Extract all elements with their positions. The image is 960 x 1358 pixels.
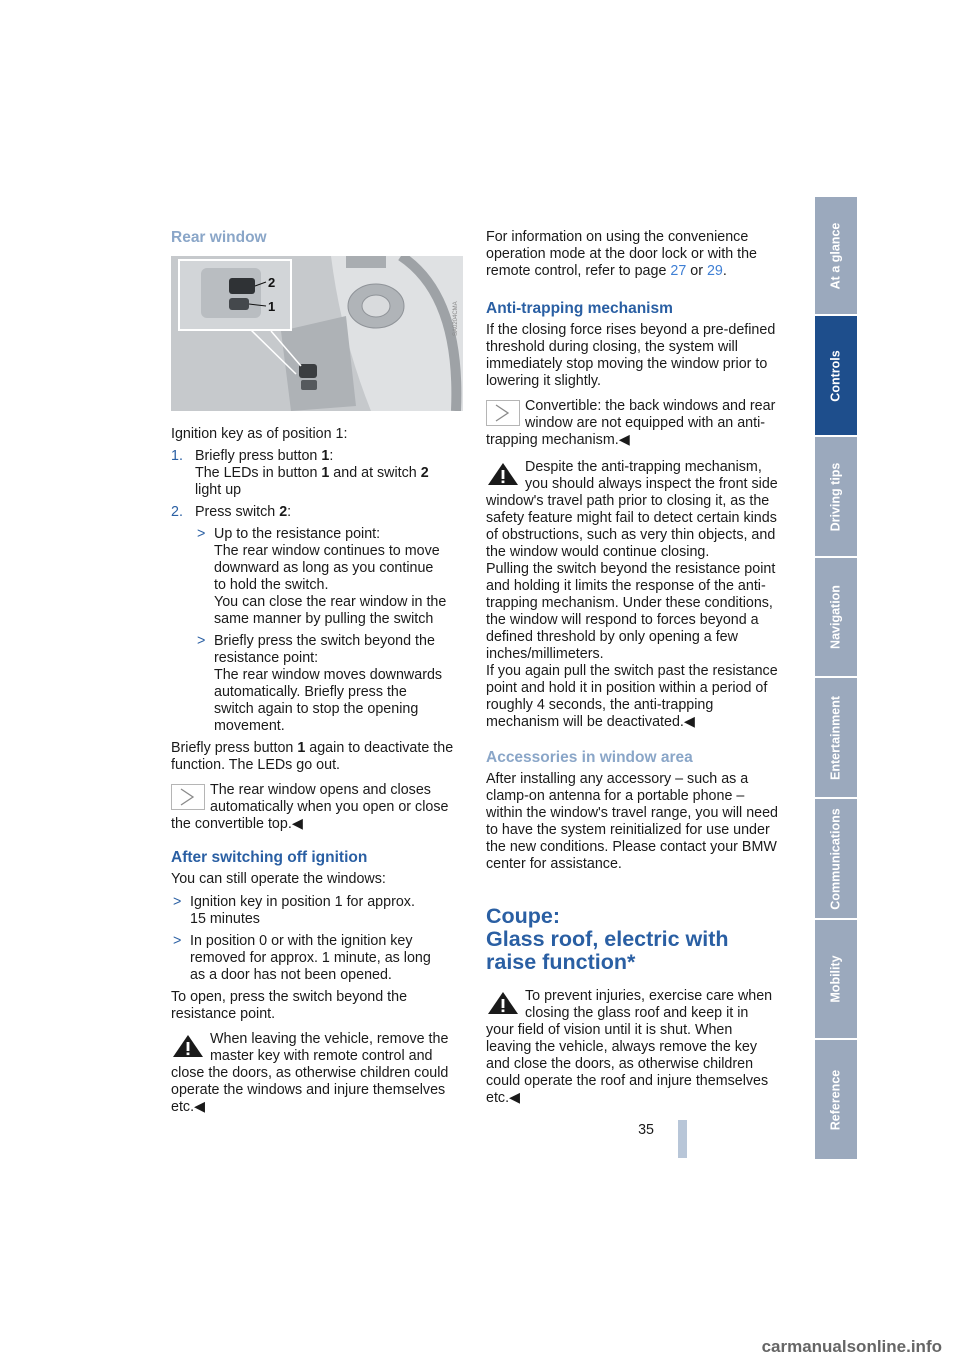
glass-roof-heading-line: raise function* [486, 950, 636, 974]
tab-label: Navigation [828, 585, 843, 649]
arrow-note-icon [171, 784, 205, 810]
end-mark: ◀ [618, 432, 630, 448]
deactivate-button-ref: 1 [297, 740, 306, 756]
bullet-arrow: > [173, 933, 182, 949]
tab-at-a-glance[interactable] [815, 197, 857, 316]
option-a-line: to hold the switch. [214, 577, 329, 593]
option-a-line: Up to the resistance point: [214, 526, 381, 542]
leaving-warning-text: When leaving the vehicle, remove the master key with remote control and close the doors, as otherwise children could operate the windows and injure themselves etc. [171, 1031, 449, 1115]
tab-driving-tips[interactable] [815, 437, 857, 558]
glass-roof-warning-text: To prevent injuries, exercise care when closing the glass roof and keep it in your field of vision until it is shut. When leaving the vehicle, always remove the key and close the doors, as otherwise children could operate the roof and injure themselves etc. [486, 988, 773, 1106]
tab-communications[interactable] [815, 799, 857, 920]
step-2-options [195, 526, 463, 735]
option-b-line: The rear window moves downwards [214, 667, 443, 683]
arrow-note-icon [486, 400, 520, 426]
convenience-info-end: . [722, 263, 727, 279]
figure-code: SA0204CMA [453, 301, 459, 336]
window-switch-photo [171, 256, 463, 411]
step-1 [171, 448, 463, 499]
left-column [171, 229, 463, 1121]
ignition-intro: Ignition key as of position 1: [171, 426, 348, 442]
step-1-number: 1. [171, 448, 183, 464]
convertible-note [171, 782, 463, 833]
step-2-number: 2. [171, 504, 183, 520]
after-ignition-item [171, 894, 463, 928]
end-mark: ◀ [683, 714, 695, 730]
tab-label: At a glance [828, 222, 843, 289]
after-item-line: as a door has not been opened. [190, 967, 392, 983]
glass-roof-heading-line: Coupe: [486, 904, 561, 928]
page-link-27[interactable]: 27 [670, 263, 687, 279]
option-a-line: downward as long as you continue [214, 560, 434, 576]
leaving-vehicle-warning [171, 1031, 463, 1116]
after-item-line: Ignition key in position 1 for approx. [190, 894, 415, 910]
after-item-line: In position 0 or with the ignition key [190, 933, 413, 949]
right-column [486, 229, 778, 1112]
anti-trapping-heading: Anti-trapping mechanism [486, 300, 673, 317]
glass-roof-heading [486, 905, 778, 974]
window-switch-illustration [171, 256, 463, 411]
deactivate-text: Briefly press button [171, 740, 298, 756]
glass-roof-heading-line: Glass roof, electric with [486, 927, 729, 951]
option-a-line: The rear window continues to move [214, 543, 440, 559]
step-1-leds-mid: and at switch [329, 465, 421, 481]
end-mark: ◀ [291, 816, 303, 832]
deactivate-paragraph [171, 740, 463, 774]
accessories-heading: Accessories in window area [486, 749, 693, 766]
step-2-colon: : [287, 504, 292, 520]
step-1-light-up: light up [195, 482, 242, 498]
rear-window-heading: Rear window [171, 229, 267, 246]
step-2-text: Press switch [195, 504, 280, 520]
convertible-note-text: The rear window opens and closes automatically when you open or close the convertible top. [171, 782, 449, 832]
bullet-arrow: > [173, 894, 182, 910]
option-a-line: same manner by pulling the switch [214, 611, 434, 627]
step-1-button-ref: 1 [321, 448, 330, 464]
convertible-anti-note-text: Convertible: the back windows and rear window are not equipped with an anti-trapping mechanism. [486, 398, 776, 448]
convertible-anti-note [486, 398, 778, 449]
accessories-text: After installing any accessory – such as a clamp-on antenna for a portable phone – within the window's travel range, you will need to have the system reinitialized for use under the new conditions. Please contact your BMW center for assistance. [486, 771, 778, 872]
tab-navigation[interactable] [815, 558, 857, 678]
convenience-or: or [686, 263, 707, 279]
anti-trapping-warning [486, 459, 778, 731]
figure-callout-2: 2 [268, 275, 276, 290]
tab-label: Driving tips [828, 462, 843, 531]
option-beyond-resistance [195, 633, 463, 735]
warning-triangle-icon [486, 990, 520, 1016]
anti-trapping-text: If the closing force rises beyond a pre-defined threshold during closing, the system will immediately stop moving the window prior to lowering it slightly. [486, 322, 776, 389]
after-ignition-item [171, 933, 463, 984]
anti-warning-text: Despite the anti-trapping mechanism, you should always inspect the front side window's travel path prior to closing it, as the safety feature might fail to detect certain kinds of obstructions, such as very thin objects, and the window would continue closing. [486, 459, 778, 560]
tab-label: Reference [828, 1069, 843, 1130]
convenience-info-text: For information on using the convenience operation mode at the door lock or with the remote control, refer to page [486, 229, 758, 279]
option-a-line: You can close the rear window in the [214, 594, 447, 610]
pulling-switch-text: Pulling the switch beyond the resistance point and holding it limits the response of the anti-trapping mechanism. Under these conditions, the window will respond to forces beyond a defined threshold by only opening a few inches/millimeters. [486, 561, 776, 662]
page-number: 35 [638, 1122, 654, 1138]
footer-watermark: carmanualsonline.info [761, 1337, 942, 1356]
figure-callout-1: 1 [268, 299, 276, 314]
tab-controls[interactable] [815, 316, 857, 437]
tab-label: Entertainment [828, 695, 843, 780]
option-b-line: automatically. Briefly press the [214, 684, 407, 700]
bullet-arrow: > [197, 526, 206, 542]
after-item-line: removed for approx. 1 minute, as long [190, 950, 431, 966]
option-b-line: Briefly press the switch beyond the [214, 633, 435, 649]
page-link-29[interactable]: 29 [706, 263, 723, 279]
step-1-colon: : [329, 448, 334, 464]
tab-label: Communications [828, 807, 843, 910]
step-2-switch-ref: 2 [279, 504, 288, 520]
convenience-info [486, 229, 778, 280]
step-1-text: Briefly press button [195, 448, 322, 464]
after-ignition-list [171, 894, 463, 984]
tab-label: Controls [828, 349, 843, 402]
option-b-line: switch again to stop the opening [214, 701, 419, 717]
step-1-leds-button-ref: 1 [321, 465, 330, 481]
end-mark: ◀ [509, 1090, 521, 1106]
tab-label: Mobility [828, 955, 843, 1003]
after-item-line: 15 minutes [190, 911, 260, 927]
chapter-tabs [815, 197, 857, 1161]
rear-window-steps [171, 448, 463, 735]
warning-triangle-icon [171, 1033, 205, 1059]
deactivate-text-end: again to deactivate the function. The LEDs go out. [171, 740, 454, 773]
step-1-leds-text: The LEDs in button [195, 465, 322, 481]
tab-mobility[interactable] [815, 920, 857, 1040]
to-open-paragraph: To open, press the switch beyond the resistance point. [171, 989, 408, 1022]
step-1-leds-switch-ref: 2 [420, 465, 429, 481]
tab-entertainment[interactable] [815, 678, 857, 799]
after-ignition-heading: After switching off ignition [171, 849, 368, 866]
page-marker-bar [678, 1120, 687, 1158]
after-ignition-intro: You can still operate the windows: [171, 871, 386, 887]
end-mark: ◀ [194, 1099, 206, 1115]
option-b-line: movement. [214, 718, 285, 734]
tab-reference[interactable] [815, 1040, 857, 1161]
warning-triangle-icon [486, 461, 520, 487]
option-b-line: resistance point: [214, 650, 319, 666]
option-resistance-point [195, 526, 463, 628]
bullet-arrow: > [197, 633, 206, 649]
again-pull-text: If you again pull the switch past the resistance point and hold it in position within a period of roughly 4 seconds, the anti-trapping mechanism will be deactivated. [486, 663, 778, 730]
step-2 [171, 504, 463, 735]
glass-roof-warning [486, 988, 778, 1107]
